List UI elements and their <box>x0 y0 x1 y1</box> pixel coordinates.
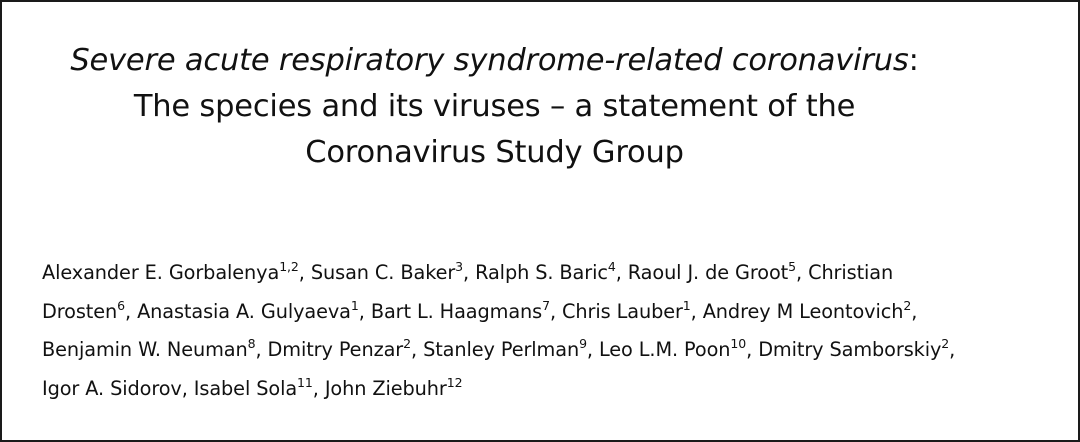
affiliation-marker: 6 <box>117 297 125 313</box>
affiliation-marker: 1,2 <box>279 259 299 274</box>
paper-title <box>2 38 987 176</box>
affiliation-marker: 1 <box>350 297 359 313</box>
author-separator: , <box>549 299 563 323</box>
author-name: Andrey M Leontovich <box>702 299 904 323</box>
title-colon: : <box>908 43 919 78</box>
author-separator: , <box>181 376 194 400</box>
affiliation-marker: 4 <box>607 259 616 274</box>
author-line <box>42 331 1062 370</box>
author-separator: , <box>312 376 325 400</box>
author-separator: , <box>796 261 809 284</box>
species-name: Severe acute respiratory syndrome-related coronavirus <box>70 43 909 78</box>
affiliation-marker: 2 <box>941 336 950 351</box>
author-line <box>42 254 1062 293</box>
author-name: Igor A. Sidorov <box>42 376 182 400</box>
author-line <box>42 370 1062 409</box>
affiliation-marker: 12 <box>446 374 463 390</box>
author-separator: , <box>746 338 759 361</box>
affiliation-marker: 7 <box>542 297 550 313</box>
author-name: Raoul J. de Groot <box>627 261 789 284</box>
author-name: Bart L. Haagmans <box>370 299 543 323</box>
affiliation-marker: 8 <box>247 336 256 351</box>
affiliation-marker: 2 <box>903 297 912 313</box>
author-name: Isabel Sola <box>193 376 298 400</box>
author-name: Anastasia A. Gulyaeva <box>137 299 351 323</box>
author-separator: , <box>615 261 628 284</box>
author-name: Chris Lauber <box>562 299 683 323</box>
author-separator: , <box>411 338 424 361</box>
author-separator: , <box>949 338 956 361</box>
author-name: Leo L.M. Poon <box>598 338 731 361</box>
affiliation-marker: 5 <box>788 259 797 274</box>
title-line-3: Coronavirus Study Group <box>305 135 684 170</box>
author-separator: , <box>690 299 703 323</box>
affiliation-marker: 10 <box>730 336 747 351</box>
author-separator: , <box>463 261 476 284</box>
author-name: Benjamin W. Neuman <box>42 338 248 361</box>
author-name: Dmitry Samborskiy <box>758 338 942 361</box>
author-name: John Ziebuhr <box>324 376 447 400</box>
author-list <box>42 254 1062 408</box>
author-separator: , <box>586 338 599 361</box>
author-name: Drosten <box>42 299 118 323</box>
author-line <box>42 293 1062 332</box>
affiliation-marker: 1 <box>682 297 691 313</box>
author-name: Stanley Perlman <box>423 338 580 361</box>
author-separator: , <box>358 299 371 323</box>
author-separator: , <box>298 261 311 284</box>
affiliation-marker: 3 <box>455 259 464 274</box>
affiliation-marker: 11 <box>297 374 313 390</box>
title-line-2: The species and its viruses – a statement of the <box>133 89 856 124</box>
affiliation-marker: 9 <box>579 336 587 351</box>
author-name: Ralph S. Baric <box>475 261 608 284</box>
affiliation-marker: 2 <box>403 336 411 351</box>
author-separator: , <box>255 338 268 361</box>
author-separator: , <box>125 299 138 323</box>
author-name: Susan C. Baker <box>310 261 456 284</box>
author-separator: , <box>911 299 918 323</box>
title-line-1 <box>2 38 987 84</box>
author-name: Christian <box>808 261 894 284</box>
author-name: Alexander E. Gorbalenya <box>42 261 280 284</box>
author-name: Dmitry Penzar <box>267 338 404 361</box>
